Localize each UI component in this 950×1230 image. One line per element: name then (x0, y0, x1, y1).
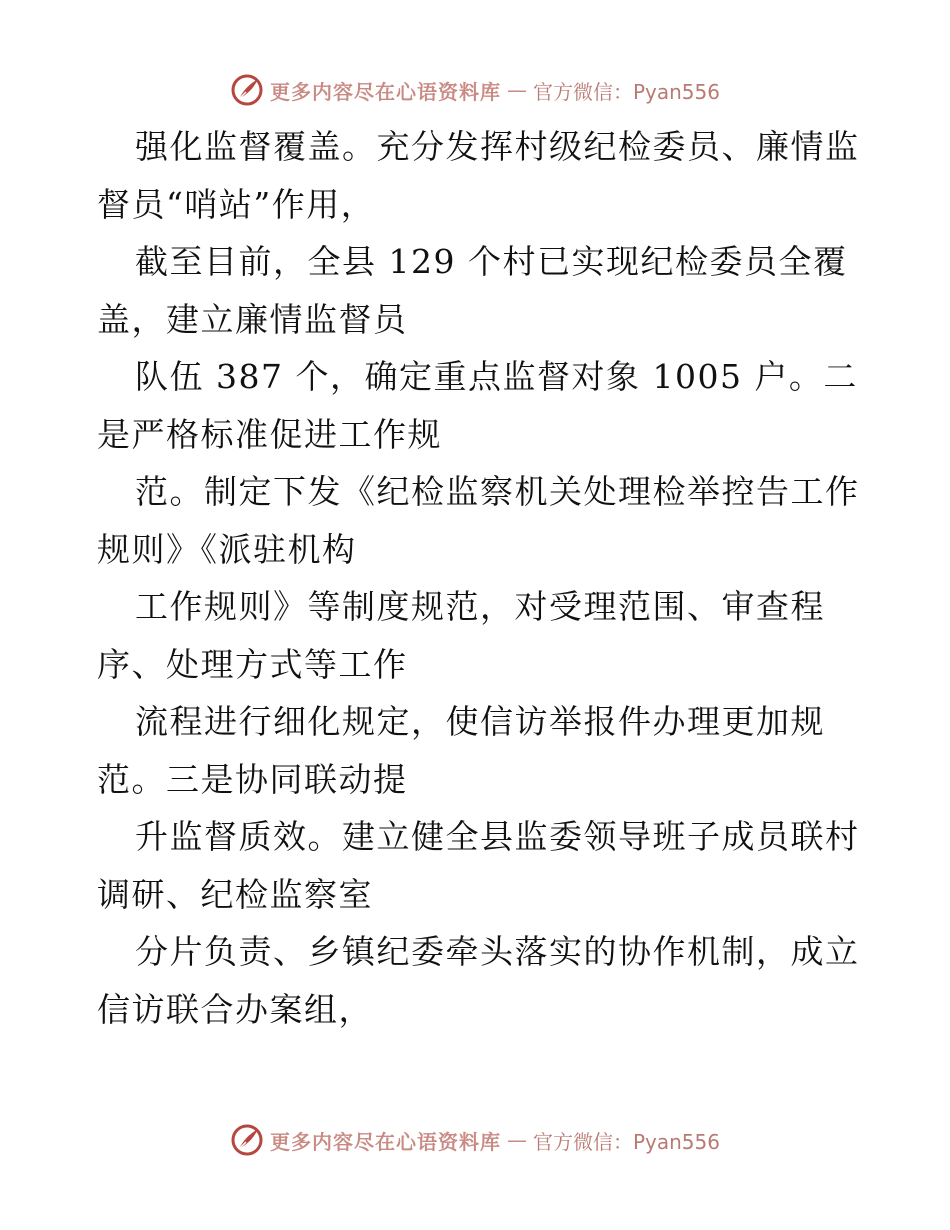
footer-banner[interactable] (0, 1120, 950, 1160)
body-line: 序、处理方式等工作 (97, 644, 408, 684)
body-text (97, 118, 867, 1038)
header-wechat-text: 官方微信：Pyan556 (532, 79, 720, 104)
header-brand-text: 更多内容尽在心语资料库 (269, 79, 501, 104)
feather-logo-icon (230, 73, 264, 107)
body-line: 升监督质效。建立健全县监委领导班子成员联村 (135, 817, 860, 856)
feather-logo-icon (230, 1123, 264, 1157)
body-line: 工作规则》等制度规范，对受理范围、审查程 (135, 587, 825, 626)
body-line: 信访联合办案组， (97, 989, 373, 1029)
body-line: 范。制定下发《纪检监察机关处理检举控告工作 (135, 472, 860, 511)
body-line: 盖，建立廉情监督员 (97, 299, 408, 339)
body-line: 督员“哨站”作用， (97, 184, 376, 224)
body-line: 分片负责、乡镇纪委牵头落实的协作机制，成立 (135, 932, 860, 971)
body-line: 调研、纪检监察室 (97, 874, 373, 914)
body-line: 流程进行细化规定，使信访举报件办理更加规 (135, 702, 825, 741)
body-line: 范。三是协同联动提 (97, 759, 408, 799)
body-line: 是严格标准促进工作规 (97, 414, 442, 454)
footer-separator: — (506, 1128, 527, 1152)
body-line: 强化监督覆盖。充分发挥村级纪检委员、廉情监 (135, 127, 860, 166)
body-line: 规则》《派驻机构 (97, 529, 357, 569)
header-separator: — (506, 78, 527, 102)
footer-brand-text: 更多内容尽在心语资料库 (269, 1129, 501, 1154)
body-line: 队伍 387 个，确定重点监督对象 1005 户。二 (135, 357, 858, 396)
body-line: 截至目前，全县 129 个村已实现纪检委员全覆 (135, 242, 848, 281)
footer-wechat-text: 官方微信：Pyan556 (532, 1129, 720, 1154)
header-banner[interactable] (0, 70, 950, 110)
